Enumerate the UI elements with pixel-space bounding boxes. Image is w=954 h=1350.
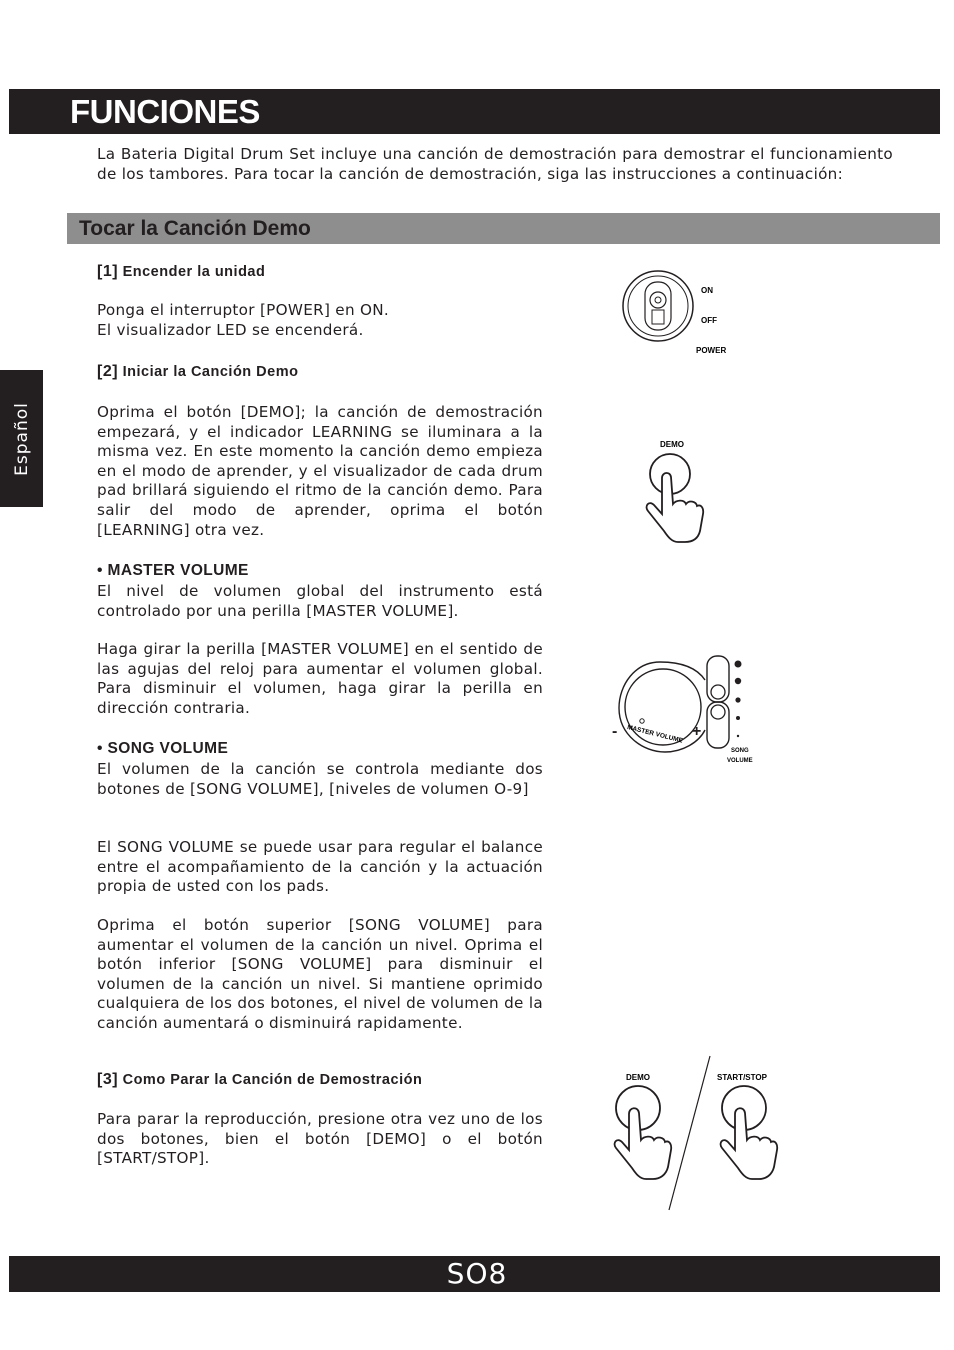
stop-demo-figure — [605, 1052, 780, 1217]
step-3-title: Como Parar la Canción de Demostración — [122, 1072, 423, 1088]
demo-label: DEMO — [660, 440, 684, 449]
level-led-1 — [735, 661, 742, 668]
power-switch-ring — [628, 276, 688, 336]
master-volume-heading: • MASTER VOLUME — [97, 562, 249, 579]
step-1-heading — [97, 263, 265, 281]
language-side-tab-label: Español — [12, 402, 32, 476]
level-led-4 — [736, 716, 740, 720]
step-3-body: Para parar la reproducción, presione otra vez uno de los dos botones, bien el botón [DEMO] o el botón [START/STOP]. — [97, 1110, 543, 1168]
power-switch-figure — [618, 268, 738, 363]
song-volume-p3: Oprima el botón superior [SONG VOLUME] para aumentar el volumen de la canción un nivel. Oprima el botón inferior [SONG VOLUME] para disminuir el volumen de la canción un nivel. Si mantiene oprimido cualquiera de los dos botones, el nivel de volumen de la canción aumentará o disminuirá rapidamente. — [97, 916, 543, 1032]
volume-minus-label: - — [612, 723, 618, 740]
song-volume-up-housing — [707, 656, 729, 702]
step-2-number: [2] — [97, 363, 119, 380]
song-volume-heading: • SONG VOLUME — [97, 740, 229, 757]
song-volume-down-housing — [707, 702, 729, 748]
song-volume-label-1: SONG — [731, 748, 749, 754]
song-volume-down-button — [711, 705, 725, 719]
section-title: Tocar la Canción Demo — [79, 217, 311, 240]
master-volume-label: MASTER VOLUME — [626, 724, 684, 745]
step-1-body: Ponga el interruptor [POWER] en ON. El visualizador LED se encenderá. — [97, 301, 390, 339]
power-switch-knob-dot — [655, 297, 661, 303]
power-switch-slot — [645, 282, 671, 330]
master-volume-p1: El nivel de volumen global del instrumento está controlado por una perilla [MASTER VOLUME]. — [97, 582, 543, 620]
power-label: POWER — [696, 346, 727, 355]
stop-demo-label: DEMO — [626, 1073, 650, 1082]
step-2-heading — [97, 363, 298, 381]
song-volume-label-2: VOLUME — [727, 758, 753, 764]
step-3-number: [3] — [97, 1071, 119, 1088]
pointing-hand-icon — [721, 1108, 778, 1179]
volume-plus-label: + — [692, 723, 702, 740]
song-volume-up-button — [711, 685, 725, 699]
song-volume-p1: El volumen de la canción se controla mediante dos botones de [SONG VOLUME], [niveles de volumen O-9] — [97, 760, 543, 798]
page-number: SO8 — [446, 1257, 508, 1290]
level-led-5 — [737, 735, 739, 737]
level-led-2 — [735, 678, 741, 684]
stop-startstop-label: START/STOP — [717, 1073, 767, 1082]
step-3-heading — [97, 1071, 422, 1089]
step-2-title: Iniciar la Canción Demo — [122, 364, 299, 380]
step-1-number: [1] — [97, 263, 119, 280]
song-volume-p2: El SONG VOLUME se puede usar para regular el balance entre el acompañamiento de la canción y la actuación propia de usted con los pads. — [97, 838, 543, 896]
step-1-title: Encender la unidad — [122, 264, 266, 280]
pointing-hand-icon — [647, 473, 704, 542]
master-volume-figure — [605, 650, 770, 770]
power-on-label: ON — [701, 286, 713, 295]
power-switch-knob — [650, 292, 666, 308]
power-off-label: OFF — [701, 316, 717, 325]
divider-line — [669, 1056, 710, 1210]
pointing-hand-icon — [615, 1108, 672, 1179]
intro-paragraph: La Bateria Digital Drum Set incluye una canción de demostración para demostrar el funcionamiento de los tambores. Para tocar la canción de demostración, siga las instrucciones a continuación: — [97, 145, 893, 183]
step-2-body: Oprima el botón [DEMO]; la canción de demostración empezará, y el indicador LEARNING se iluminara a la misma vez. En este momento la canción demo empieza en el modo de aprender, y el visualizador de cada drum pad brillará siguiendo el ritmo de la canción demo. Para salir del modo de aprender, oprima el botón [LEARNING] otra vez. — [97, 403, 543, 539]
knob-indicator-dot — [640, 719, 644, 723]
page-title: FUNCIONES — [70, 93, 260, 130]
demo-button-figure — [640, 436, 715, 548]
level-led-3 — [735, 697, 740, 702]
power-switch-lever — [652, 310, 664, 324]
master-volume-p2: Haga girar la perilla [MASTER VOLUME] en el sentido de las agujas del reloj para aumentar el volumen global. Para disminuir el volumen, haga girar la perilla en dirección contraria. — [97, 640, 543, 717]
